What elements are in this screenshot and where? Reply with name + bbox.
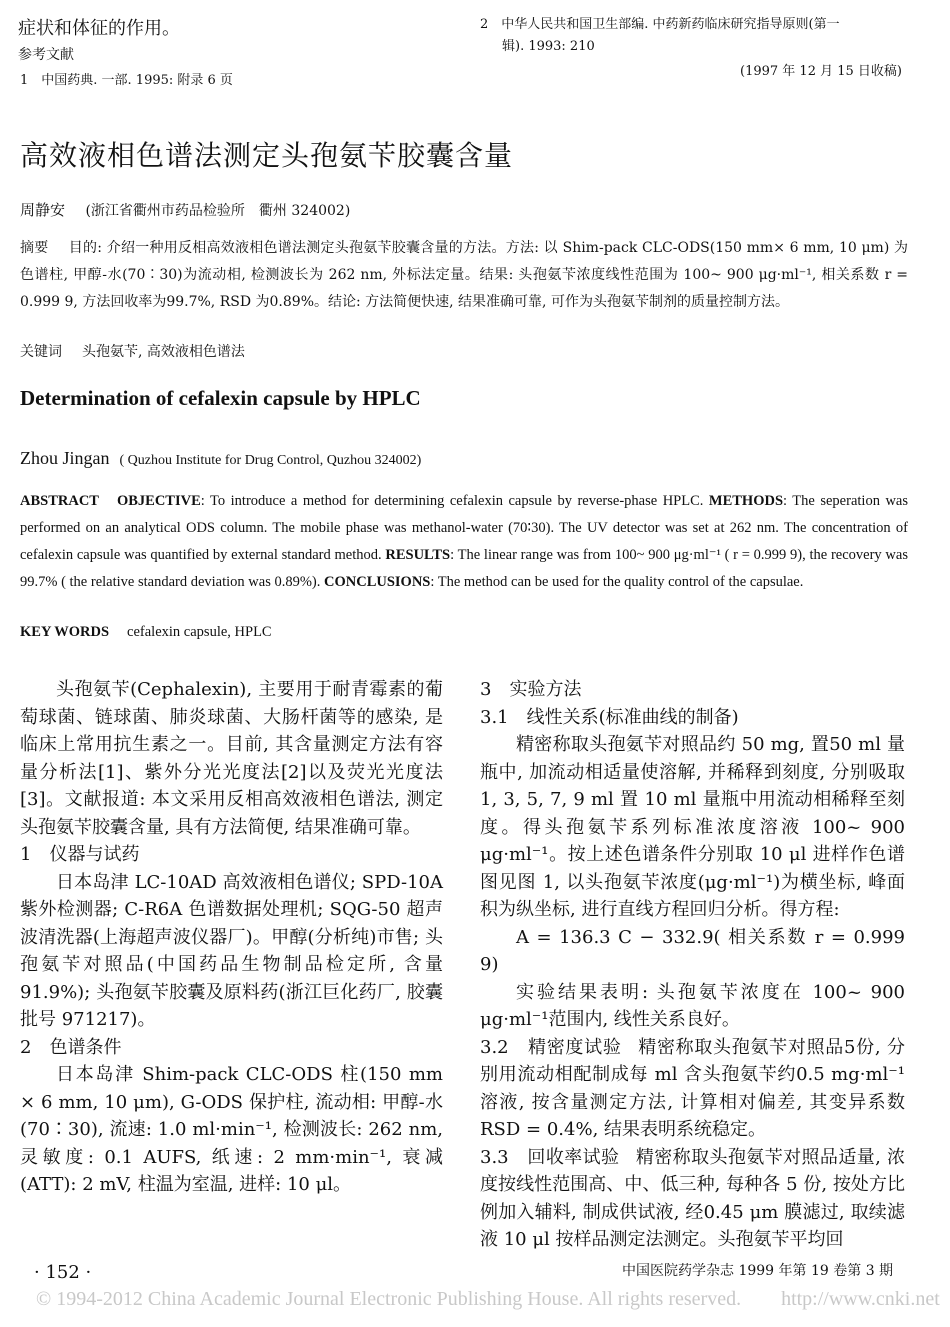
section-2-paragraph: 日本岛津 Shim-pack CLC-ODS 柱(150 mm × 6 mm, 10 μm), G-ODS 保护柱, 流动相: 甲醇-水(70∶30), 流速: 1.0 ml·min⁻¹, 检测波长: 262 nm, 灵敏度: 0.1 AUFS, 纸速: 2 mm·min⁻¹, 衰减(ATT): 2 mV, 柱温为室温, 进样: 10 μl。 (20, 1064, 443, 1195)
previous-article-ending: 症状和体征的作用。 (18, 18, 180, 39)
author-line-cn (20, 199, 350, 220)
reference-1: 1 中国药典. 一部. 1995: 附录 6 页 (20, 73, 233, 88)
abstract-cn-label: 摘要 (20, 240, 49, 256)
author-line-en (20, 448, 421, 469)
section-3-1-paragraph: 精密称取头孢氨苄对照品约 50 mg, 置50 ml 量瓶中, 加流动相适量使溶解, 并稀释到刻度, 分别吸取 1, 3, 5, 7, 9 ml 置 10 ml 量瓶中用流动相稀释至刻度。得头孢氨苄系列标准浓度溶液 100~ 900 μg·ml⁻¹。按上述色谱条件分别取 10 μl 进样作色谱图见图 1, 以头孢氨苄浓度(μg·ml⁻¹)为横坐标, 峰面积为纵坐标, 进行直线方程回归分析。得方程: (480, 734, 905, 920)
section-3-2-heading: 3.2 精密度试验 (480, 1036, 622, 1058)
section-3-1-result: 实验结果表明: 头孢氨苄浓度在 100~ 900 μg·ml⁻¹范围内, 线性关系良好。 (480, 981, 905, 1030)
affiliation-cn: (浙江省衢州市药品检验所 衢州 324002) (85, 203, 351, 219)
article-title-cn: 高效液相色谱法测定头孢氨苄胶囊含量 (20, 139, 514, 172)
section-3-2: 3.2 精密度试验 精密称取头孢氨苄对照品5份, 分别用流动相配制成每 ml 含头孢氨苄约0.5 mg·ml⁻¹溶液, 按含量测定方法, 计算相对偏差, 其变异系数 RSD = 0.4%, 结果表明系统稳定。 (480, 1036, 905, 1140)
abstract-en: ABSTRACT OBJECTIVE: To introduce a method for determining cefalexin capsule by reverse-phase HPLC. METHODS: The seperation was performed on an analytical ODS column. The mobile phase was methanol-water (70∶30). The UV detector was set at 262 nm. The concentration of cefalexin capsule was quantified by external standard method. RESULTS: The linear range was from 100~ 900 μg·ml⁻¹ ( r = 0.999 9), the recovery was 99.7% ( the relative standard deviation was 0.89%). CONCLUSIONS: The method can be used for the quality control of the capsulae. (20, 493, 908, 590)
section-3-1-heading: 3.1 线性关系(标准曲线的制备) (480, 706, 739, 728)
abstract-cn-body: 目的: 介绍一种用反相高效液相色谱法测定头孢氨苄胶囊含量的方法。方法: 以 Shim-pack CLC-ODS(150 mm× 6 mm, 10 μm) 为色谱柱, 甲醇-水(70∶30)为流动相, 检测波长为 262 nm, 外标法定量。结果: 头孢氨苄浓度线性范围为 100~ 900 μg·ml⁻¹, 相关系数 r = 0.999 9, 方法回收率为99.7%, RSD 为0.89%。结论: 方法简便快速, 结果准确可靠, 可作为头孢氨苄制剂的质量控制方法。 (20, 240, 909, 310)
section-1-paragraph: 日本岛津 LC-10AD 高效液相色谱仪; SPD-10A 紫外检测器; C-R6A 色谱数据处理机; SQG-50 超声波清洗器(上海超声波仪器厂)。甲醇(分析纯)市售; 头孢氨苄对照品(中国药品生物制品检定所, 含量91.9%); 头孢氨苄胶囊及原料药(浙江巨化药厂, 胶囊批号 971217)。 (20, 871, 443, 1030)
right-column (480, 676, 905, 1254)
copyright-watermark: © 1994-2012 China Academic Journal Electronic Publishing House. All rights reserved. http://www.cnki.net (36, 1288, 940, 1310)
author-cn: 周静安 (20, 201, 66, 219)
abstract-cn (20, 235, 908, 316)
page-number: · 152 · (34, 1262, 92, 1283)
section-3-heading: 3 实验方法 (480, 679, 582, 700)
received-date: (1997 年 12 月 15 日收稿) (740, 64, 902, 79)
author-en: Zhou Jingan (20, 448, 110, 468)
keywords-cn: 关键词 头孢氨苄, 高效液相色谱法 (20, 344, 245, 360)
regression-equation: A = 136.3 C − 332.9( 相关系数 r = 0.999 9) (480, 926, 905, 975)
affiliation-en: ( Quzhou Institute for Drug Control, Quzhou 324002) (119, 453, 422, 468)
left-column (20, 676, 443, 1199)
article-title-en: Determination of cefalexin capsule by HPLC (20, 386, 421, 410)
journal-info: 中国医院药学杂志 1999 年第 19 卷第 3 期 (622, 1263, 894, 1279)
section-2-heading: 2 色谱条件 (20, 1036, 122, 1058)
reference-2: 2 中华人民共和国卫生部编. 中药新药临床研究指导原则(第一 辑). 1993: 210 (480, 17, 840, 54)
section-1-heading: 1 仪器与试药 (20, 844, 140, 865)
section-3-3: 3.3 回收率试验 精密称取头孢氨苄对照品适量, 浓度按线性范围高、中、低三种, 每种各 5 份, 按处方比例加入辅料, 制成供试液, 经0.45 μm 膜滤过, 取续滤液 10 μl 按样品测定法测定。头孢氨苄平均回 (480, 1146, 905, 1250)
intro-paragraph: 头孢氨苄(Cephalexin), 主要用于耐青霉素的葡萄球菌、链球菌、肺炎球菌、大肠杆菌等的感染, 是临床上常用抗生素之一。目前, 其含量测定方法有容量分析法[1]、紫外分光光度法[2]以及荧光光度法[3]。文献报道: 本文采用反相高效液相色谱法, 测定头孢氨苄胶囊含量, 具有方法简便, 结果准确可靠。 (20, 679, 443, 838)
keywords-en: KEY WORDS cefalexin capsule, HPLC (20, 624, 272, 640)
section-3-3-heading: 3.3 回收率试验 (480, 1146, 620, 1168)
references-heading: 参考文献 (18, 47, 74, 63)
keywords-cn-label: 关键词 (20, 344, 62, 360)
